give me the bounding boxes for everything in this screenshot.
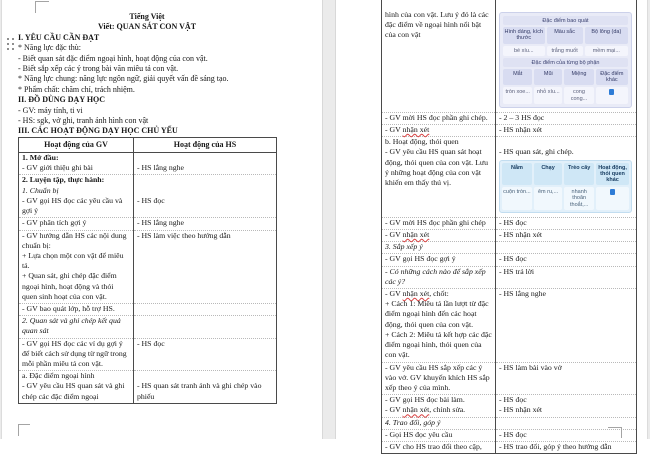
hs-cell xyxy=(496,254,637,266)
hs-cell xyxy=(134,230,277,303)
text-line xyxy=(499,137,633,147)
text-line: 1. Mở đầu: xyxy=(22,153,59,163)
section-heading: II. ĐỒ DÙNG DẠY HỌC xyxy=(18,95,106,105)
fig-col-value: bé xíu... xyxy=(503,46,545,56)
lesson-header xyxy=(18,12,276,137)
table-row xyxy=(382,137,637,218)
fig-col-header: Mắt xyxy=(503,69,532,85)
fig-col-value: tròn xoe... xyxy=(503,87,532,103)
table-row xyxy=(19,371,277,404)
gv-cell xyxy=(19,153,134,175)
table-row xyxy=(382,417,637,429)
fig-col-value: mềm mại... xyxy=(585,46,628,56)
text-line xyxy=(137,175,273,185)
misspelling-underline: nhận xét xyxy=(402,230,430,240)
fig-col-value: êm ru,... xyxy=(534,187,562,210)
gv-cell xyxy=(382,289,496,362)
gv-cell xyxy=(382,0,496,112)
gv-cell xyxy=(19,303,134,315)
gv-cell xyxy=(19,371,134,404)
fig-col-header: Mũi xyxy=(534,69,562,85)
table-row xyxy=(382,125,637,137)
text-line: - GV yêu cầu HS sắp xếp các ý vào vở. GV khuyến khích HS sắp xếp theo ý của mình. xyxy=(385,362,490,392)
text-line: hình của con vật. Lưu ý đó là các đặc điểm về ngoại hình nổi bật của con vật xyxy=(385,10,489,40)
table-row xyxy=(382,254,637,266)
table-row xyxy=(19,153,277,175)
text-line: - GV yêu cầu HS quan sát hoạt động, thói quen của con vật. Lưu ý những hoạt động của con vật khiến em thấy thú vị. xyxy=(385,147,488,188)
margin-crop-mark xyxy=(35,1,49,13)
hs-cell xyxy=(134,303,277,315)
hs-cell xyxy=(134,338,277,371)
text-line: - HS nhận xét xyxy=(499,230,543,240)
fig-col-header: Đặc điểm khác xyxy=(596,69,628,85)
gv-cell xyxy=(382,254,496,266)
doc-text-line: - HS: sgk, vở ghi, tranh ảnh hình con vật xyxy=(18,116,149,126)
doc-text-line: - Biết sắp xếp các ý trong bài văn miêu tả con vật. xyxy=(18,64,179,74)
text-line: - GV gọi HS đọc gợi ý xyxy=(385,254,456,264)
text-line: - HS đọc xyxy=(137,338,165,348)
text-line: - HS đọc xyxy=(137,195,165,205)
hs-column-header: Hoạt động của HS xyxy=(134,137,277,152)
document-page-left xyxy=(2,0,322,439)
table-row xyxy=(19,338,277,371)
fig-col-value: cuộn tròn... xyxy=(502,187,532,210)
table-row xyxy=(382,429,637,441)
gv-cell xyxy=(382,417,496,429)
fig-section-title: Đặc điểm bao quát xyxy=(503,16,628,25)
text-line: + Cách 1: Miêu tả lần lượt từ đặc điểm ngoại hình đến các hoạt động, thói quen của con vật. xyxy=(385,299,489,329)
hs-cell xyxy=(496,112,637,124)
observation-sheet-activity-figure xyxy=(499,160,632,213)
table-row xyxy=(19,230,277,303)
text-line: - HS đọc xyxy=(499,254,527,264)
text-line: - HS lắng nghe xyxy=(499,289,546,299)
gv-cell xyxy=(382,441,496,453)
hs-cell xyxy=(496,266,637,288)
fig-col-header: Trèo cây xyxy=(564,163,594,186)
text-line: - GV nhận xét xyxy=(385,125,430,135)
hs-cell xyxy=(134,153,277,175)
hs-cell xyxy=(496,395,637,417)
text-line: - GV mời HS đọc phần ghi chép xyxy=(385,217,486,227)
table-row xyxy=(382,266,637,288)
misspelling-underline: nhận xét xyxy=(402,289,430,299)
text-line: - GV giới thiệu ghi bài xyxy=(22,163,93,173)
doc-text-line: * Năng lực đặc thù: xyxy=(18,43,81,53)
fig-col-header: Miệng xyxy=(564,69,593,85)
text-line: - GV bao quát lớp, hỗ trợ HS. xyxy=(22,303,115,313)
gv-column-header: Hoạt động của GV xyxy=(19,137,134,152)
fig-input-cell[interactable] xyxy=(596,87,628,103)
text-line: 2. Quan sát và ghi chép kết quả quan sát xyxy=(22,316,121,336)
text-line: - HS quan sát tranh ảnh và ghi chép vào phiếu xyxy=(137,381,262,401)
hs-cell xyxy=(496,362,637,395)
fig-col-value: nhỏ xíu... xyxy=(534,87,562,103)
text-line: - GV cho HS trao đổi theo cặp, xyxy=(385,441,482,451)
input-marker-icon xyxy=(609,89,614,95)
fig-section-title: Đặc điểm của từng bộ phận xyxy=(503,58,628,67)
table-header-row xyxy=(19,137,277,152)
page-gap xyxy=(322,0,336,439)
table-move-handle-icon[interactable] xyxy=(6,37,15,51)
table-row xyxy=(19,175,277,218)
table-row xyxy=(382,0,637,112)
text-line: - GV phân tích gợi ý xyxy=(22,218,87,228)
text-line: + Cách 2: Miêu tả kết hợp các đặc điểm ngoại hình, thói quen của con vật. xyxy=(385,329,492,360)
text-line: - HS nhận xét xyxy=(499,125,543,135)
gv-cell xyxy=(382,395,496,417)
gv-cell xyxy=(382,362,496,395)
table-row xyxy=(382,289,637,362)
text-line: b. Hoạt động, thói quen xyxy=(385,137,459,147)
text-line: - HS quan sát, ghi chép. xyxy=(499,147,574,157)
gv-cell xyxy=(19,230,134,303)
text-line: - HS đọc xyxy=(499,395,527,405)
gv-cell xyxy=(382,217,496,229)
gv-cell xyxy=(382,266,496,288)
hs-cell xyxy=(496,242,637,254)
hs-cell xyxy=(496,289,637,362)
doc-text-line: - Biết quan sát đặc điểm ngoại hình, hoạt động của con vật. xyxy=(18,53,208,63)
gv-cell xyxy=(382,242,496,254)
text-line: - GV yêu cầu HS quan sát và ghi chép các đặc điểm ngoại xyxy=(22,381,125,401)
margin-crop-mark xyxy=(18,424,30,436)
table-row xyxy=(382,395,637,417)
text-line: - HS đọc xyxy=(499,217,527,227)
text-line: + Lựa chọn một con vật để miêu tả. xyxy=(22,250,124,271)
fig-col-header: Hoạt động, thói quen khác xyxy=(596,163,629,186)
fig-input-cell[interactable] xyxy=(596,187,629,210)
hs-cell xyxy=(134,175,277,218)
text-line: - HS làm việc theo hướng dẫn xyxy=(137,230,231,240)
observation-sheet-appearance-figure xyxy=(499,12,632,108)
text-line: - HS nhận xét xyxy=(499,405,543,415)
gv-cell xyxy=(382,125,496,137)
section-heading: I. YÊU CẦU CẦN ĐẠT xyxy=(18,32,100,42)
text-line: + Quan sát, ghi chép đặc điểm ngoại hình, hoạt động và thói quen sinh hoạt của con vật. xyxy=(22,271,117,301)
gv-cell xyxy=(19,218,134,230)
text-line: 2. Luyện tập, thực hành: xyxy=(22,175,105,185)
doc-subtitle: Viết: QUAN SÁT CON VẬT xyxy=(97,22,197,32)
doc-text-line: * Phẩm chất: chăm chỉ, trách nhiệm. xyxy=(18,84,135,94)
input-marker-icon xyxy=(610,189,615,195)
table-row xyxy=(19,303,277,315)
hs-cell xyxy=(496,125,637,137)
hs-cell xyxy=(496,137,637,218)
doc-text-line: * Năng lực chung: năng lực ngôn ngữ, giải quyết vấn đề sáng tạo. xyxy=(18,74,229,84)
text-line xyxy=(137,371,273,381)
text-line: - GV nhận xét xyxy=(385,230,430,240)
text-line: - HS trao đổi, góp ý theo hướng dẫn xyxy=(499,441,612,451)
fig-col-header: Hình dáng, kích thước xyxy=(503,27,545,43)
gv-cell xyxy=(19,316,134,338)
text-line: - GV gọi HS đọc bài làm. xyxy=(385,395,465,405)
table-row xyxy=(19,218,277,230)
hs-cell xyxy=(496,441,637,453)
hs-cell xyxy=(496,217,637,229)
text-line: - Có những cách nào để sắp xếp các ý? xyxy=(385,266,486,286)
gv-cell xyxy=(19,338,134,371)
table-row xyxy=(382,112,637,124)
fig-col-header: Bộ lông (da) xyxy=(585,27,628,43)
text-line: 4. Trao đổi, góp ý xyxy=(385,417,441,427)
text-line: - GV hướng dẫn HS các nội dung chuẩn bị: xyxy=(22,230,127,250)
gv-cell xyxy=(382,112,496,124)
fig-col-value: nhanh thoăn thoắt,... xyxy=(564,187,594,210)
document-page-right xyxy=(337,0,646,451)
misspelling-underline: nhận xét xyxy=(402,125,430,135)
text-line: - GV nhận xét, chỉnh sửa. xyxy=(385,405,466,415)
text-line: 1. Chuẩn bị xyxy=(22,185,59,195)
table-row xyxy=(382,242,637,254)
table-row xyxy=(382,441,637,453)
text-line: 3. Sắp xếp ý xyxy=(385,242,423,252)
text-line: - HS lắng nghe xyxy=(137,163,184,173)
misspelling-underline: nhận xét xyxy=(402,405,430,415)
text-line xyxy=(137,153,273,163)
text-line: - GV mời HS đọc phần ghi chép. xyxy=(385,112,488,122)
text-line: a. Đặc điểm ngoại hình xyxy=(22,371,95,381)
text-line: - GV nhận xét, chốt: xyxy=(385,289,449,299)
gv-cell xyxy=(382,137,496,218)
section-heading: III. CÁC HOẠT ĐỘNG DẠY HỌC CHỦ YẾU xyxy=(18,126,178,136)
hs-cell xyxy=(496,0,637,112)
margin-crop-mark xyxy=(608,427,622,438)
text-line: - HS lắng nghe xyxy=(137,218,184,228)
fig-col-value: cong cong... xyxy=(564,87,593,103)
text-line: - Gọi HS đọc yêu cầu xyxy=(385,429,453,439)
fig-col-header: Nằm xyxy=(502,163,532,186)
fig-col-value: trắng muốt xyxy=(547,46,583,56)
text-line: - GV gọi HS đọc các ví dụ gợi ý để biết cách sử dụng từ ngữ trong mỗi phần miêu tả con vật. xyxy=(22,338,127,368)
gv-cell xyxy=(19,175,134,218)
activity-table-right xyxy=(381,0,637,454)
gv-cell xyxy=(382,429,496,441)
doc-title: Tiếng Việt xyxy=(129,12,165,21)
text-line: - GV gọi HS đọc các yêu cầu và gợi ý xyxy=(22,195,123,216)
text-line: - HS đọc xyxy=(499,429,527,439)
gv-cell xyxy=(382,230,496,242)
table-row xyxy=(382,217,637,229)
text-line: - HS làm bài vào vở xyxy=(499,362,562,372)
fig-col-header: Chạy xyxy=(534,163,562,186)
table-row xyxy=(382,230,637,242)
hs-cell xyxy=(134,218,277,230)
table-row xyxy=(382,362,637,395)
text-line: - HS trả lời xyxy=(499,266,535,276)
hs-cell xyxy=(134,371,277,404)
hs-cell xyxy=(496,230,637,242)
doc-text-line: - GV: máy tính, ti vi xyxy=(18,105,83,115)
text-line: - 2 – 3 HS đọc xyxy=(499,112,545,122)
fig-col-header: Màu sắc xyxy=(547,27,583,43)
activity-table-left xyxy=(18,137,277,404)
table-row xyxy=(19,316,277,338)
text-line xyxy=(137,186,273,196)
hs-cell xyxy=(134,316,277,338)
